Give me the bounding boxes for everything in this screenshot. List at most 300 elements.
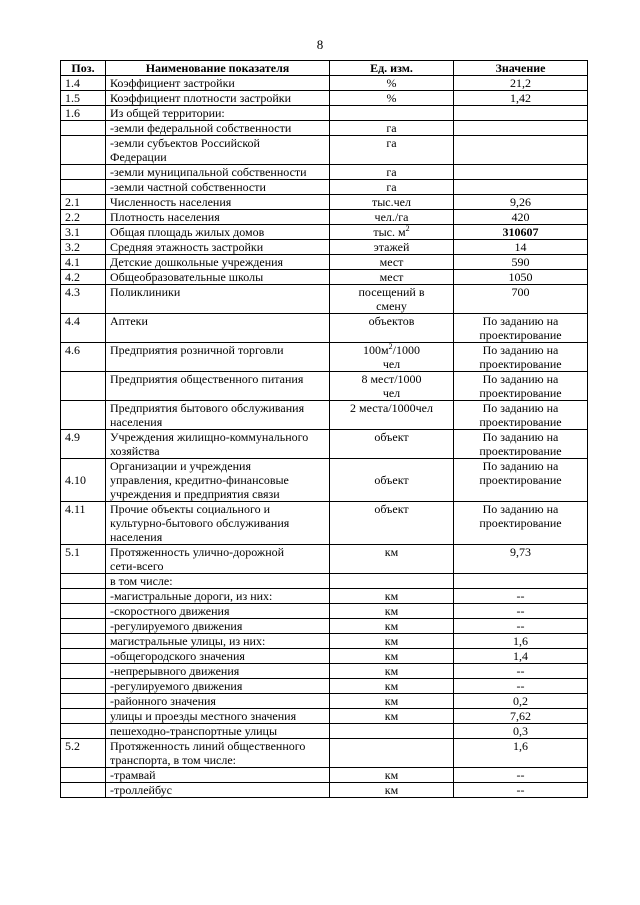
row-unit — [330, 545, 454, 574]
cell-line: Детские дошкольные учреждения — [110, 255, 284, 269]
cell-line: 1,6 — [513, 739, 528, 753]
cell-line: Предприятия розничной торговли — [110, 343, 284, 357]
cell-line: пешеходно-транспортные улицы — [110, 724, 278, 738]
row-name — [106, 180, 330, 195]
row-pos — [61, 401, 106, 430]
table-row — [61, 502, 588, 545]
cell-line: проектирование — [479, 516, 562, 530]
header-name: Наименование показателя — [106, 61, 330, 76]
row-unit — [330, 739, 454, 768]
cell-line: тыс.чел — [372, 195, 411, 209]
row-name — [106, 195, 330, 210]
row-name — [106, 619, 330, 634]
cell-line: -- — [516, 619, 525, 633]
table-row — [61, 724, 588, 739]
row-name — [106, 372, 330, 401]
row-value — [454, 121, 588, 136]
row-pos — [61, 679, 106, 694]
row-pos: 2.1 — [61, 195, 106, 210]
table-row — [61, 783, 588, 798]
cell-line: -троллейбус — [110, 783, 172, 797]
row-name — [106, 634, 330, 649]
row-unit — [330, 314, 454, 343]
cell-line: Численность населения — [110, 195, 232, 209]
row-pos: 2.2 — [61, 210, 106, 225]
cell-line: населения — [110, 530, 163, 544]
cell-line: км — [384, 649, 399, 663]
row-name — [106, 739, 330, 768]
row-pos — [61, 372, 106, 401]
row-value — [454, 210, 588, 225]
table-row — [61, 401, 588, 430]
table-row — [61, 165, 588, 180]
cell-line: Предприятия общественного питания — [110, 372, 304, 386]
cell-line: Учреждения жилищно-коммунального — [110, 430, 309, 444]
table-row — [61, 210, 588, 225]
row-unit — [330, 285, 454, 314]
table-header-row — [61, 61, 588, 76]
row-value — [454, 225, 588, 240]
row-value — [454, 270, 588, 285]
table-row — [61, 136, 588, 165]
row-value — [454, 664, 588, 679]
row-value — [454, 545, 588, 574]
row-name — [106, 136, 330, 165]
cell-line: смену — [376, 299, 407, 313]
row-pos — [61, 724, 106, 739]
row-unit — [330, 634, 454, 649]
cell-line: -- — [516, 604, 525, 618]
cell-line: Прочие объекты социального и — [110, 502, 270, 516]
row-value — [454, 679, 588, 694]
row-unit — [330, 180, 454, 195]
table-row — [61, 739, 588, 768]
cell-line: Организации и учреждения — [110, 459, 251, 473]
cell-line: Федерации — [110, 150, 167, 164]
table-row — [61, 589, 588, 604]
cell-line: км — [384, 783, 399, 797]
row-name — [106, 430, 330, 459]
cell-line: тыс. м — [373, 225, 406, 239]
cell-line: км — [384, 619, 399, 633]
table-row — [61, 285, 588, 314]
row-pos — [61, 649, 106, 664]
row-value — [454, 724, 588, 739]
row-value — [454, 604, 588, 619]
row-pos: 4.3 — [61, 285, 106, 314]
row-value — [454, 165, 588, 180]
row-unit — [330, 502, 454, 545]
row-unit — [330, 430, 454, 459]
cell-line: 0,3 — [513, 724, 528, 738]
table-row — [61, 430, 588, 459]
row-unit — [330, 343, 454, 372]
row-name — [106, 783, 330, 798]
row-value — [454, 285, 588, 314]
cell-line: 0,2 — [513, 694, 528, 708]
row-name — [106, 285, 330, 314]
row-name — [106, 664, 330, 679]
row-name — [106, 121, 330, 136]
row-name — [106, 225, 330, 240]
table-row — [61, 314, 588, 343]
cell-line: проектирование — [479, 357, 562, 371]
cell-line: в том числе: — [110, 574, 173, 588]
cell-line: км — [384, 589, 399, 603]
row-unit — [330, 694, 454, 709]
cell-line: объект — [374, 430, 409, 444]
cell-line: проектирование — [479, 473, 562, 487]
row-value — [454, 195, 588, 210]
cell-line: -- — [516, 664, 525, 678]
cell-line: По заданию на — [482, 314, 559, 328]
row-name — [106, 574, 330, 589]
cell-line: -скоростного движения — [110, 604, 230, 618]
row-name — [106, 165, 330, 180]
cell-line: % — [386, 91, 397, 105]
cell-line: га — [386, 180, 397, 194]
table-row — [61, 225, 588, 240]
table-row — [61, 255, 588, 270]
cell-line: км — [384, 545, 399, 559]
table-row — [61, 106, 588, 121]
row-value — [454, 634, 588, 649]
row-unit — [330, 604, 454, 619]
row-value — [454, 619, 588, 634]
cell-line: 9,26 — [510, 195, 531, 209]
row-unit — [330, 165, 454, 180]
row-value — [454, 372, 588, 401]
cell-line: 100м — [363, 343, 389, 357]
cell-line: По заданию на — [482, 372, 559, 386]
row-pos — [61, 619, 106, 634]
row-value — [454, 709, 588, 724]
row-unit — [330, 679, 454, 694]
cell-line: мест — [379, 270, 404, 284]
cell-line: объект — [374, 502, 409, 516]
row-pos: 4.1 — [61, 255, 106, 270]
cell-line: 700 — [511, 285, 530, 299]
row-unit — [330, 619, 454, 634]
row-name — [106, 768, 330, 783]
row-value — [454, 502, 588, 545]
table-row — [61, 664, 588, 679]
cell-line: км — [384, 634, 399, 648]
row-unit — [330, 270, 454, 285]
cell-line: улицы и проезды местного значения — [110, 709, 297, 723]
cell-line: -земли муниципальной собственности — [110, 165, 307, 179]
cell-line: Предприятия бытового обслуживания — [110, 401, 305, 415]
row-unit — [330, 649, 454, 664]
row-value — [454, 91, 588, 106]
cell-line: -земли субъектов Российской — [110, 136, 260, 150]
row-pos: 3.2 — [61, 240, 106, 255]
cell-line: 7,62 — [510, 709, 531, 723]
row-pos — [61, 783, 106, 798]
table-row — [61, 459, 588, 502]
cell-line: По заданию на — [482, 459, 559, 473]
table-row — [61, 545, 588, 574]
cell-line: 2 места/1000чел — [350, 401, 433, 415]
superscript: 2 — [388, 342, 393, 351]
table-row — [61, 343, 588, 372]
cell-line: Протяженность улично-дорожной — [110, 545, 285, 559]
row-pos — [61, 589, 106, 604]
row-name — [106, 679, 330, 694]
table-row — [61, 768, 588, 783]
row-pos: 4.11 — [61, 502, 106, 545]
cell-line: Коэффициент плотности застройки — [110, 91, 292, 105]
row-name — [106, 724, 330, 739]
row-pos — [61, 604, 106, 619]
row-unit — [330, 121, 454, 136]
row-value — [454, 459, 588, 502]
table-row — [61, 91, 588, 106]
cell-line: -магистральные дороги, из них: — [110, 589, 273, 603]
row-value — [454, 314, 588, 343]
header-unit: Ед. изм. — [330, 61, 454, 76]
cell-line: 21,2 — [510, 76, 531, 90]
page-number: 8 — [316, 37, 324, 52]
cell-line: га — [386, 136, 397, 150]
cell-line: чел./га — [374, 210, 409, 224]
row-pos: 1.4 — [61, 76, 106, 91]
cell-line: -- — [516, 679, 525, 693]
table-row — [61, 619, 588, 634]
table-row — [61, 180, 588, 195]
table-row — [61, 679, 588, 694]
cell-line: магистральные улицы, из них: — [110, 634, 266, 648]
row-value — [454, 106, 588, 121]
row-name — [106, 255, 330, 270]
row-unit — [330, 401, 454, 430]
row-name — [106, 210, 330, 225]
cell-line: объектов — [368, 314, 415, 328]
cell-line: км — [384, 604, 399, 618]
row-pos — [61, 634, 106, 649]
cell-line: 590 — [511, 255, 530, 269]
table-row — [61, 372, 588, 401]
row-pos: 4.2 — [61, 270, 106, 285]
row-name — [106, 76, 330, 91]
row-name — [106, 545, 330, 574]
cell-line: По заданию на — [482, 343, 559, 357]
cell-line: -земли федеральной собственности — [110, 121, 292, 135]
row-unit — [330, 91, 454, 106]
cell-line: мест — [379, 255, 404, 269]
row-value — [454, 343, 588, 372]
cell-line: га — [386, 165, 397, 179]
row-unit — [330, 768, 454, 783]
cell-line: объект — [374, 473, 409, 487]
cell-line: Аптеки — [110, 314, 148, 328]
cell-line: хозяйства — [110, 444, 160, 458]
cell-line: км — [384, 694, 399, 708]
row-pos — [61, 574, 106, 589]
row-value — [454, 76, 588, 91]
table-row — [61, 604, 588, 619]
row-pos: 1.6 — [61, 106, 106, 121]
cell-line: 1,6 — [513, 634, 528, 648]
row-unit — [330, 136, 454, 165]
row-unit — [330, 783, 454, 798]
row-unit — [330, 589, 454, 604]
row-value — [454, 589, 588, 604]
row-name — [106, 106, 330, 121]
cell-line: га — [386, 121, 397, 135]
superscript: 2 — [405, 224, 410, 233]
table-body — [61, 76, 588, 798]
cell-line: Протяженность линий общественного — [110, 739, 306, 753]
row-unit — [330, 574, 454, 589]
row-name — [106, 589, 330, 604]
cell-line: 1,4 — [513, 649, 528, 663]
header-value: Значение — [454, 61, 588, 76]
cell-line: 310607 — [502, 225, 539, 239]
row-unit — [330, 240, 454, 255]
cell-line: Общая площадь жилых домов — [110, 225, 265, 239]
cell-line: 14 — [514, 240, 527, 254]
row-value — [454, 574, 588, 589]
cell-line: проектирование — [479, 444, 562, 458]
cell-line: культурно-бытового обслуживания — [110, 516, 290, 530]
indicators-table — [60, 60, 588, 798]
cell-line: населения — [110, 415, 163, 429]
row-value — [454, 180, 588, 195]
table-row — [61, 709, 588, 724]
row-name — [106, 343, 330, 372]
row-value — [454, 649, 588, 664]
header-pos: Поз. — [61, 61, 106, 76]
row-unit — [330, 76, 454, 91]
row-value — [454, 768, 588, 783]
row-value — [454, 401, 588, 430]
cell-line: сети-всего — [110, 559, 164, 573]
row-unit — [330, 225, 454, 240]
row-name — [106, 401, 330, 430]
cell-line: 1,42 — [510, 91, 531, 105]
cell-line: км — [384, 679, 399, 693]
cell-line: км — [384, 709, 399, 723]
row-pos — [61, 180, 106, 195]
table-row — [61, 76, 588, 91]
cell-line: Общеобразовательные школы — [110, 270, 264, 284]
cell-line: учреждения и предприятия связи — [110, 487, 280, 501]
row-pos: 5.1 — [61, 545, 106, 574]
cell-line: 8 мест/1000 — [361, 372, 422, 386]
cell-line: Средняя этажность застройки — [110, 240, 264, 254]
cell-line: управления, кредитно-финансовые — [110, 473, 289, 487]
cell-line: проектирование — [479, 328, 562, 342]
row-pos — [61, 664, 106, 679]
cell-line: -земли частной собственности — [110, 180, 266, 194]
cell-line: км — [384, 768, 399, 782]
cell-line: По заданию на — [482, 401, 559, 415]
cell-line: % — [386, 76, 397, 90]
row-name — [106, 709, 330, 724]
table-row — [61, 195, 588, 210]
table-row — [61, 270, 588, 285]
cell-line: км — [384, 664, 399, 678]
cell-line: -- — [516, 768, 525, 782]
row-value — [454, 430, 588, 459]
cell-line: Плотность населения — [110, 210, 220, 224]
cell-line: -- — [516, 589, 525, 603]
row-value — [454, 783, 588, 798]
cell-line: проектирование — [479, 415, 562, 429]
cell-line: 9,73 — [510, 545, 531, 559]
row-pos: 4.4 — [61, 314, 106, 343]
cell-line: -районного значения — [110, 694, 216, 708]
table-row — [61, 240, 588, 255]
cell-line: -непрерывного движения — [110, 664, 240, 678]
row-unit — [330, 709, 454, 724]
cell-line: Поликлиники — [110, 285, 181, 299]
row-pos — [61, 136, 106, 165]
row-value — [454, 739, 588, 768]
table-row — [61, 574, 588, 589]
cell-line: -- — [516, 783, 525, 797]
row-pos: 5.2 — [61, 739, 106, 768]
table-row — [61, 121, 588, 136]
row-unit — [330, 724, 454, 739]
cell-suffix: /1000 — [392, 343, 420, 357]
row-pos: 3.1 — [61, 225, 106, 240]
row-name — [106, 649, 330, 664]
cell-line: Из общей территории: — [110, 106, 225, 120]
cell-line: проектирование — [479, 386, 562, 400]
row-unit — [330, 195, 454, 210]
row-pos: 1.5 — [61, 91, 106, 106]
row-name — [106, 459, 330, 502]
row-pos — [61, 709, 106, 724]
row-name — [106, 240, 330, 255]
table-row — [61, 649, 588, 664]
table-row — [61, 634, 588, 649]
row-unit — [330, 106, 454, 121]
cell-line: По заданию на — [482, 502, 559, 516]
row-pos — [61, 165, 106, 180]
cell-line: посещений в — [358, 285, 425, 299]
row-pos — [61, 768, 106, 783]
cell-line: -общегородского значения — [110, 649, 245, 663]
row-value — [454, 255, 588, 270]
cell-line: 1050 — [508, 270, 533, 284]
row-pos — [61, 121, 106, 136]
cell-line: транспорта, в том числе: — [110, 753, 236, 767]
row-pos: 4.10 — [61, 459, 106, 502]
row-unit — [330, 664, 454, 679]
row-pos: 4.6 — [61, 343, 106, 372]
table-row — [61, 694, 588, 709]
row-value — [454, 694, 588, 709]
cell-line: Коэффициент застройки — [110, 76, 235, 90]
row-unit — [330, 255, 454, 270]
cell-line: чел — [382, 357, 401, 371]
row-unit — [330, 459, 454, 502]
row-pos — [61, 694, 106, 709]
cell-line: 420 — [511, 210, 530, 224]
cell-line: По заданию на — [482, 430, 559, 444]
cell-line: -регулируемого движения — [110, 619, 243, 633]
row-pos: 4.9 — [61, 430, 106, 459]
row-name — [106, 604, 330, 619]
row-name — [106, 314, 330, 343]
cell-line: -трамвай — [110, 768, 156, 782]
cell-line: чел — [382, 386, 401, 400]
row-name — [106, 270, 330, 285]
row-name — [106, 694, 330, 709]
